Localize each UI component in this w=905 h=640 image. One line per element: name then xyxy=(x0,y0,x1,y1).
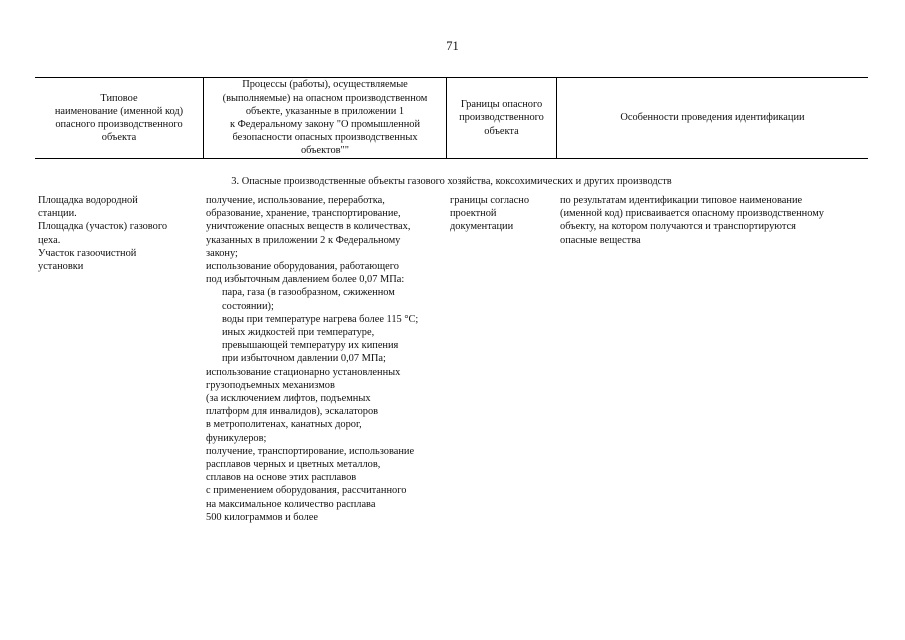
page-number: 71 xyxy=(446,39,459,53)
header-line: Процессы (работы), осуществляемые xyxy=(242,79,408,91)
cell-line: проектной xyxy=(450,208,497,220)
header-line: объектов"" xyxy=(300,145,350,157)
cell-line: 500 килограммов и более xyxy=(206,511,319,523)
cell-identification xyxy=(560,194,866,247)
header-line: опасного производственного xyxy=(55,119,183,130)
header-boundaries xyxy=(447,77,556,159)
cell-processes xyxy=(206,194,446,524)
cell-line: в метрополитенах, канатных дорог, xyxy=(206,419,362,431)
cell-line: сплавов на основе этих расплавов xyxy=(206,472,357,484)
cell-line: установки xyxy=(38,261,84,273)
cell-line: на максимальное количество расплава xyxy=(206,498,376,510)
cell-line: Площадка (участок) газового xyxy=(38,221,168,233)
cell-line: состоянии); xyxy=(222,300,274,312)
cell-line: закону; xyxy=(206,247,238,259)
cell-line: платформ для инвалидов), эскалаторов xyxy=(206,406,379,418)
cell-line: воды при температуре нагрева более 115 °С; xyxy=(222,313,419,325)
header-line: Типовое xyxy=(100,92,138,104)
header-line: производственного xyxy=(459,112,544,124)
cell-line: при избыточном давлении 0,07 МПа; xyxy=(222,353,386,365)
cell-line: пара, газа (в газообразном, сжиженном xyxy=(222,287,395,299)
cell-line: с применением оборудования, рассчитанного xyxy=(206,485,407,497)
header-text xyxy=(223,78,428,157)
cell-line: грузоподъемных механизмов xyxy=(206,379,335,391)
header-processes xyxy=(204,77,446,159)
cell-line: Участок газоочистной xyxy=(38,247,137,259)
header-line: Границы опасного xyxy=(460,99,543,111)
cell-line: Площадка водородной xyxy=(38,195,138,206)
section-title: 3. Опасные производственные объекты газового хозяйства, коксохимических и других производств xyxy=(231,176,672,187)
header-line: объекта xyxy=(101,132,137,144)
cell-line: использование оборудования, работающего xyxy=(206,261,399,273)
header-text xyxy=(620,111,804,124)
header-line: Особенности проведения идентификации xyxy=(620,112,805,124)
cell-line: получение, использование, переработка, xyxy=(206,195,385,206)
header-text xyxy=(459,98,544,138)
cell-line: по результатам идентификации типовое наименование xyxy=(560,195,803,206)
cell-line: получение, транспортирование, использование xyxy=(206,445,415,457)
header-text xyxy=(55,92,183,145)
header-identification xyxy=(557,77,868,159)
header-line: к Федеральному закону "О промышленной xyxy=(229,119,421,130)
cell-line: использование стационарно установленных xyxy=(206,366,401,378)
header-line: объекта xyxy=(484,125,519,137)
cell-line: превышающей температуру их кипения xyxy=(222,340,399,352)
cell-line: документации xyxy=(450,221,514,233)
header-object-name xyxy=(35,77,203,159)
cell-object-name xyxy=(38,194,201,273)
cell-line: станции. xyxy=(38,208,77,220)
cell-line: опасные вещества xyxy=(560,234,641,246)
header-line: (выполняемые) на опасном производственном xyxy=(222,92,428,104)
cell-line: объекту, на котором получаются и транспортируются xyxy=(560,221,796,233)
cell-line: фуникулеров; xyxy=(206,432,267,444)
cell-boundaries xyxy=(450,194,554,234)
cell-line: цеха. xyxy=(38,234,61,246)
header-line: наименование (именной код) xyxy=(54,105,184,117)
cell-line: расплавов черных и цветных металлов, xyxy=(206,459,381,471)
cell-line: иных жидкостей при температуре, xyxy=(222,327,375,339)
cell-line: границы согласно xyxy=(450,195,530,206)
cell-line: уничтожение опасных веществ в количествах, xyxy=(206,221,411,233)
header-line: объекте, указанные в приложении 1 xyxy=(245,105,405,117)
header-line: безопасности опасных производственных xyxy=(232,132,418,144)
cell-line: (за исключением лифтов, подъемных xyxy=(206,393,371,405)
cell-line: образование, хранение, транспортирование, xyxy=(206,208,401,220)
cell-line: под избыточным давлением более 0,07 МПа: xyxy=(206,274,405,286)
cell-line: (именной код) присваивается опасному производственному xyxy=(560,208,825,220)
cell-line: указанных в приложении 2 к Федеральному xyxy=(206,234,401,246)
